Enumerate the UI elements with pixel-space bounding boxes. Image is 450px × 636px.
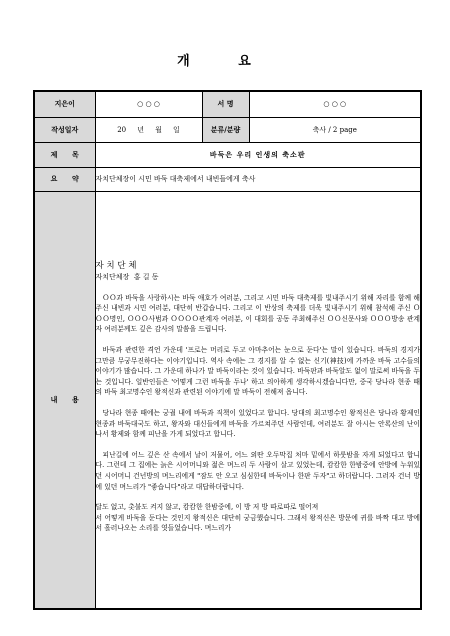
content-heading: 자 치 단 체 [95, 260, 137, 271]
summary-label: 요 약 [34, 167, 95, 191]
content-paragraph: 당나라 현종 때에는 궁궐 내에 바둑과 직책이 있었다고 합니다. 당대의 최고명수인 왕적신은 당나라 황제인 현종과 바둑대국도 하고, 왕자와 대신들에게 바둑을 가르쳐주던 사람인데, 여러분도 잘 아시는 안록산의 난이 나서 황제와 함께 피난을 가게 되었다고 합니다. [95, 408, 420, 439]
date-value: 20 년 월 일 [95, 117, 202, 142]
row-date [34, 117, 421, 142]
summary-value: 자치단체장이 시민 바둑 대축제에서 내빈들에게 축사 [95, 167, 421, 191]
author-label: 지은이 [34, 91, 95, 117]
content-paragraph: 바둑과 관련한 격언 가운데 '프로는 머리로 두고 아마추어는 눈으로 둔다'는 말이 있습니다. 바둑의 경지가 그만큼 무궁무진하다는 이야기입니다. 역사 속에는 그 경지를 알 수 없는 신기(神技)에 가까운 바둑 고수들의 이야기가 많습니다. 그 가운데 하나가 말 바둑이라는 것이 있습니다. 바둑판과 바둑알도 없이 말로써 바둑을 두는 것입니다. 일반인들은 '어떻게 그런 바둑을 두나' 하고 의아하게 생각하시겠습니다만, 중국 당나라 현종 때의 바둑 최고명수인 왕적신과 관련된 이야기에 말 바둑이 전해져 옵니다. [95, 345, 420, 397]
content-paragraph: ＯＯ과 바둑을 사랑하시는 바둑 애호가 여러분, 그리고 시민 바둑 대축제를 빛내주시기 위해 자리를 함께 해주신 내빈과 시민 여러분, 대단히 반갑습니다. 그리고 이 반상의 축제를 더욱 빛내주시기 위해 참석해 주신 ＯＯＯ명인, ＯＯＯ사범과 ＯＯＯＯ관계자 여러분, 이 대회를 공동 주최해주신 ＯＯ신문사와 ＯＯＯ방송 관계자 여러분께도 깊은 감사의 말씀을 드립니다. [95, 293, 420, 334]
summary-form [33, 90, 422, 610]
author-value: ○ ○ ○ [95, 91, 202, 117]
publisher-value: ○ ○ ○ [249, 91, 421, 117]
publisher-label: 서 명 [202, 91, 249, 117]
subject-value: 바둑은 우리 인생의 축소판 [95, 142, 421, 167]
page-title: 개 요 [177, 54, 273, 69]
category-label: 분류/분량 [202, 117, 249, 142]
content-paragraph: 달도 없고, 촛불도 켜지 않고, 캄캄한 한밤중에, 이 방 저 방 따로따로 떨어져 서 어떻게 바둑을 둔다는 것인지 왕적신은 대단히 궁금했습니다. 그래서 왕적신은 방문에 귀를 바짝 대고 방에서 흘러나오는 소리를 엿들었습니다. 며느리가 [95, 503, 420, 533]
content-label: 내 용 [34, 191, 95, 609]
row-author [34, 91, 421, 117]
category-value: 축사 / 2 page [249, 117, 421, 142]
row-summary [34, 167, 421, 191]
content-paragraph: 피난길에 어느 깊은 산 속에서 날이 저물어, 어느 외딴 오두막집 처마 밑에서 하룻밤을 자게 되었다고 합니다. 그런데 그 집에는 늙은 시어머니와 젊은 며느리 두 사람이 살고 있었는데, 캄캄한 한밤중에 안방에 누워있던 시어머니 건넌방의 며느리에게 "잠도 안 오고 심심한데 바둑이나 한판 두자"고 하더랍니다. 그러자 건너 방에 있던 며느리가 "좋습니다"라고 대답하더랍니다. [95, 450, 420, 491]
content-speaker: 자치단체장 홍 길 동 [95, 272, 159, 281]
content-body [95, 191, 421, 609]
row-content [34, 191, 421, 609]
row-subject [34, 142, 421, 167]
subject-label: 제 목 [34, 142, 95, 167]
date-label: 작성일자 [34, 117, 95, 142]
